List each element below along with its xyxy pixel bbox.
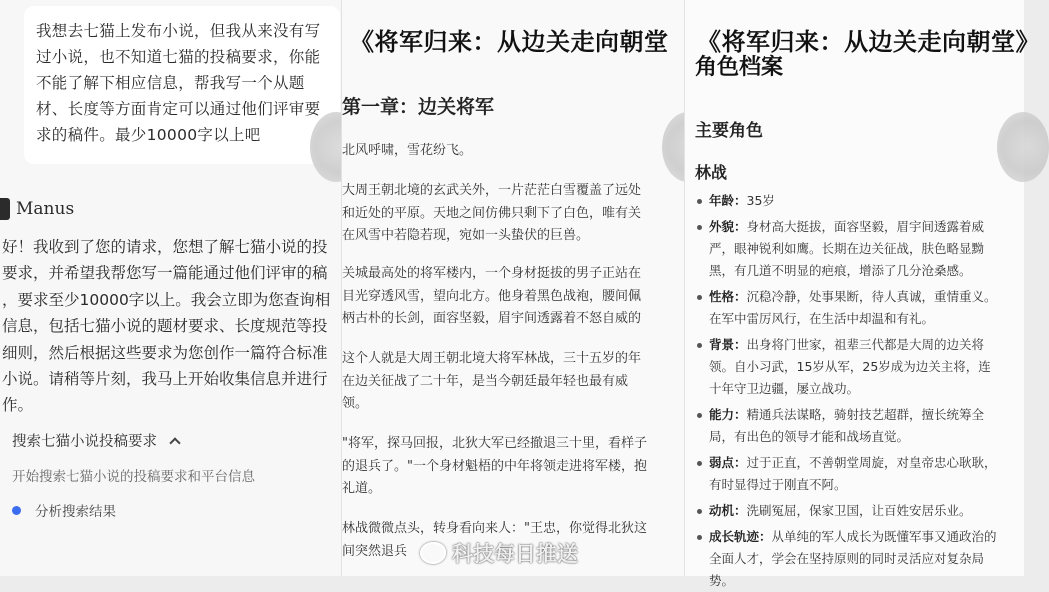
agent-reply: 好！我收到了您的请求，您想了解七猫小说的投 要求，并希望我帮您写一篇能通过他们评审的稿 ，要求至少10000字以上。我会立即为您查询相 信息，包括七猫小说的题材要求、长度规范等投 细则，然后根据这些要求为您创作一篇符合标准 小说。请稍等片刻，我马上开始收集信息并进行 作。 — [2, 238, 331, 415]
attribute-item — [697, 452, 1027, 496]
novel-paragraph: 这个人就是大周王朝北境大将军林战，三十五岁的年 在边关征战了二十年，是当今朝廷最年轻也最有威 领。 — [342, 351, 642, 411]
watermark-text: 科技每日推送 — [452, 542, 578, 566]
attribute-text: 35岁 — [746, 193, 775, 208]
agent-header — [0, 198, 74, 220]
attribute-text: 出身将门世家，祖辈三代都是大周的边关将 领。自小习武，15岁从军，25岁成为边关主将，连 十年守卫边疆，屡立战功。 — [709, 337, 991, 396]
attribute-item — [697, 500, 1027, 522]
attribute-text: 身材高大挺拔，面容坚毅，眉宇间透露着威 严，眼神锐利如鹰。长期在边关征战，肤色略显黝 黑，有几道不明显的疤痕，增添了几分沧桑感。 — [709, 219, 985, 278]
profile-doc-title: 《将军归来：从边关走向朝堂》 — [697, 27, 1040, 56]
chat-panel — [0, 0, 342, 576]
attribute-item — [697, 190, 1027, 212]
novel-paragraph: 大周王朝北境的玄武关外，一片茫茫白雪覆盖了远处 和近处的平原。天地之间仿佛只剩下了白色，唯有关 在风雪中若隐若现，宛如一头蛰伏的巨兽。 — [342, 183, 642, 243]
attribute-text: 洗刷冤屈，保家卫国，让百姓安居乐业。 — [746, 503, 972, 518]
attribute-label: 外貌： — [709, 219, 747, 234]
attribute-label: 弱点： — [709, 455, 747, 470]
attribute-text: 精通兵法谋略，骑射技艺超群，擅长统筹全 局，有出色的领导才能和战场直觉。 — [709, 407, 985, 444]
section-title: 主要角色 — [695, 121, 763, 141]
character-name: 林战 — [695, 163, 728, 182]
task-step-title: 搜索七猫小说投稿要求 — [12, 434, 157, 450]
attribute-label: 背景： — [709, 337, 747, 352]
attribute-item — [697, 286, 1027, 330]
attribute-label: 年龄： — [709, 193, 747, 208]
novel-title: 《将军归来：从边关走向朝堂 — [350, 27, 669, 56]
user-message: 我想去七猫上发布小说，但我从来没有写过小说，也不知道七猫的投稿要求，你能不能了解下相应信息，帮我写一个从题材、长度等方面肯定可以通过他们评审要求的稿件。最少10000字以上吧 — [24, 6, 340, 164]
novel-panel — [342, 0, 685, 576]
novel-paragraph: "将军，探马回报，北狄大军已经撤退三十里，看样子 的退兵了。"一个身材魁梧的中年将领走进将军楼，抱 礼道。 — [342, 436, 647, 496]
progress-dot-icon — [12, 506, 21, 515]
profile-subtitle: 角色档案 — [695, 55, 784, 80]
scroll-handle[interactable] — [997, 112, 1049, 182]
task-progress-label: 分析搜索结果 — [35, 504, 116, 520]
attribute-item — [697, 216, 1027, 282]
novel-paragraph: 北风呼啸，雪花纷飞。 — [342, 143, 473, 158]
attribute-text: 沉稳冷静，处事果断，待人真诚，重情重义。 在军中雷厉风行，在生活中却温和有礼。 — [709, 289, 997, 326]
profile-panel — [685, 0, 1040, 588]
attribute-label: 成长轨迹： — [709, 529, 772, 544]
agent-avatar — [0, 198, 10, 220]
novel-paragraph: 关城最高处的将军楼内，一个身材挺拔的男子正站在 目光穿透风雪，望向北方。他身着黑色战袍，腰间佩 柄古朴的长剑，面容坚毅，眉宇间透露着不怒自威的 — [342, 266, 642, 326]
chevron-up-icon — [169, 437, 180, 448]
attribute-label: 动机： — [709, 503, 747, 518]
attribute-item — [697, 526, 1027, 592]
weibo-logo-icon — [420, 542, 446, 564]
chapter-title: 第一章：边关将军 — [342, 96, 495, 118]
attribute-label: 性格： — [709, 289, 747, 304]
attribute-label: 能力： — [709, 407, 747, 422]
weibo-watermark — [420, 538, 578, 568]
attribute-item — [697, 334, 1027, 400]
novel-paragraph: 林战微微点头，转身看向来人："王忠，你觉得北狄这 间突然退兵 — [342, 521, 647, 559]
task-progress — [12, 500, 116, 520]
attribute-item — [697, 404, 1027, 448]
task-step-toggle[interactable] — [12, 430, 179, 451]
attribute-text: 过于正直，不善朝堂周旋，对皇帝忠心耿耿， 有时显得过于刚直不阿。 — [709, 455, 997, 492]
attribute-list — [697, 190, 1027, 592]
task-step-subtitle: 开始搜索七猫小说的投稿要求和平台信息 — [12, 469, 255, 485]
attribute-text: 从单纯的军人成长为既懂军事又通政治的 全面人才，学会在坚持原则的同时灵活应对复杂局 势。 — [709, 529, 997, 588]
agent-name: Manus — [16, 199, 75, 219]
